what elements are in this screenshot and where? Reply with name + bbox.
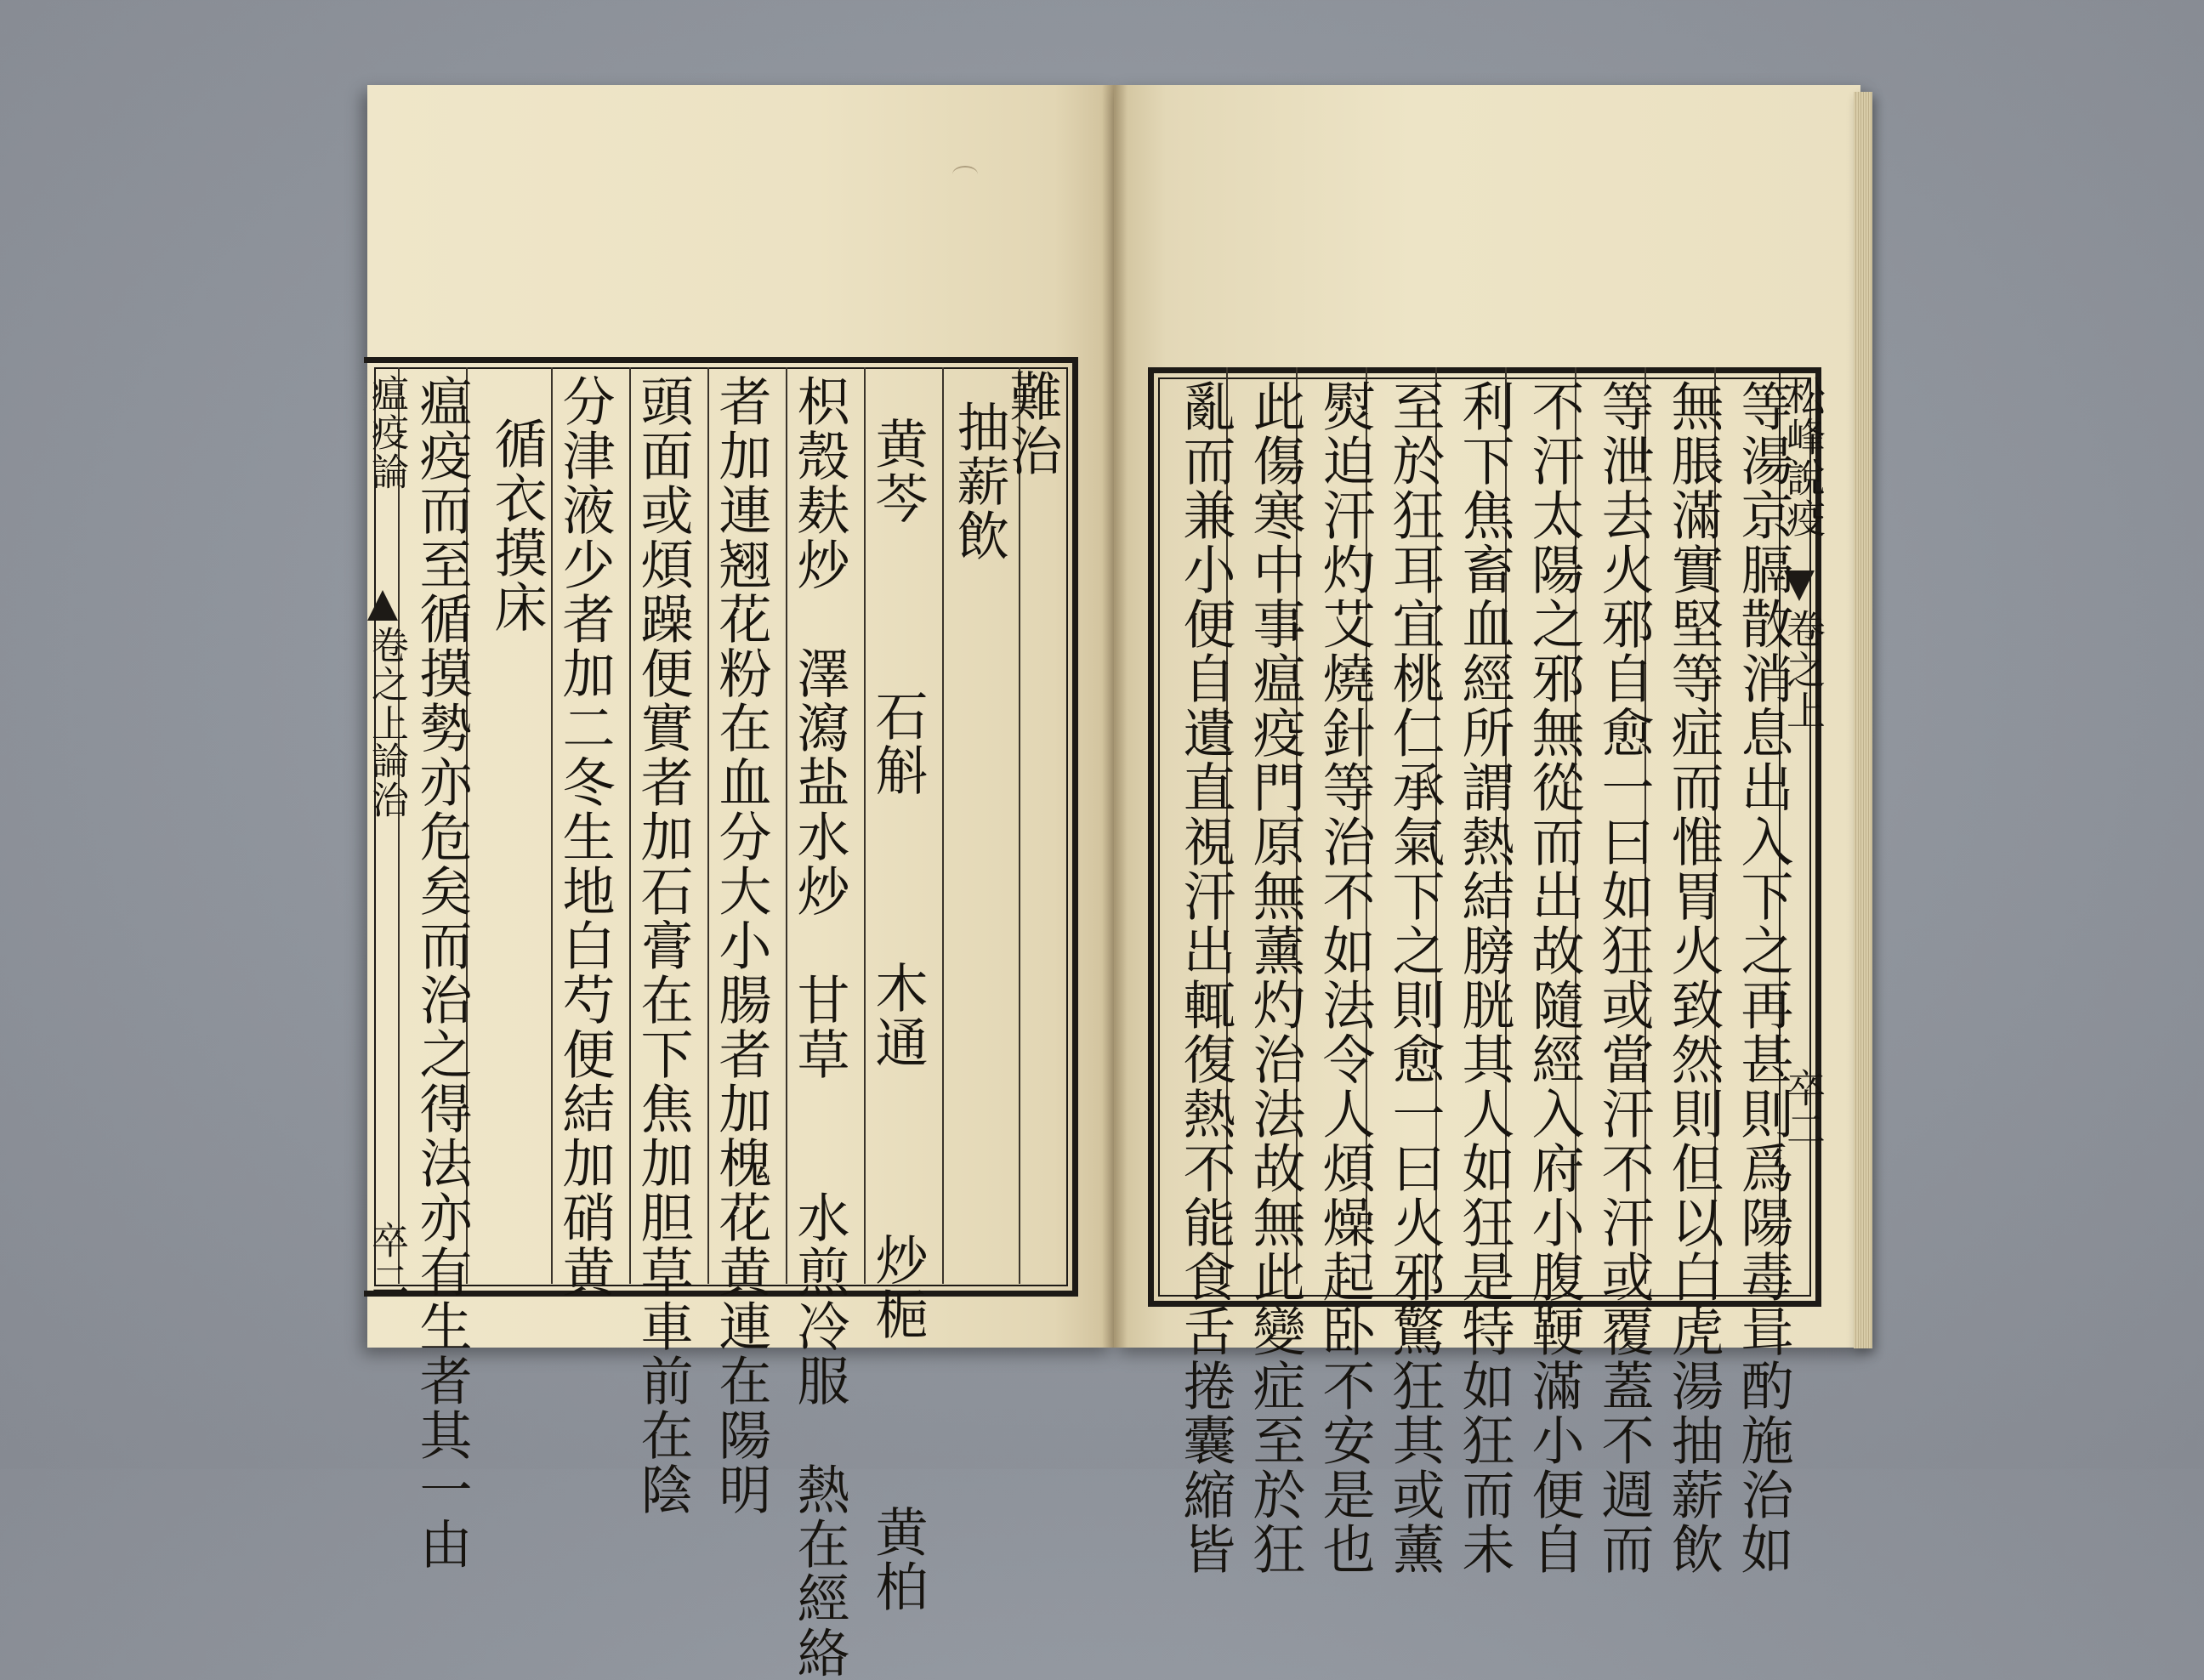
- page-edges: [1854, 92, 1872, 1348]
- text-column: 分津液少者加二冬生地白芍便結加硝黄: [554, 374, 616, 1299]
- paper-crease: [952, 166, 978, 183]
- left-margin-column: [365, 371, 408, 1299]
- text-column: 黄芩 石斛 木通 炒梔 黄柏: [866, 417, 929, 1614]
- margin-volume: 卷之上: [365, 626, 408, 743]
- text-column: 循衣摸床: [486, 417, 548, 634]
- text-column: 至於狂耳宜桃仁承氣下之則愈一曰火邪驚狂其或薰: [1383, 379, 1446, 1576]
- text-column: 利下焦畜血經所謂熱結膀胱其人如狂是特如狂而未: [1453, 379, 1515, 1576]
- text-column: 等泄去火邪自愈一曰如狂或當汗不汗或覆蓋不週而: [1593, 379, 1655, 1576]
- text-column: 等湯京膈散消息出入下之再甚則爲陽毒咠酌施治如: [1732, 379, 1794, 1576]
- margin-page-number: 卒二: [1781, 1068, 1826, 1149]
- margin-volume: 卷之上: [1781, 609, 1826, 731]
- margin-title: 松峰說疫: [1781, 376, 1826, 539]
- margin-section: 論治: [365, 741, 408, 820]
- text-column: 無脹滿實堅等症而惟胃火致然則但以白虎湯抽薪飲: [1662, 379, 1724, 1576]
- text-column: 熨迫汗灼艾燒針等治不如法令人煩燥起卧不安是也: [1314, 379, 1376, 1576]
- book-gutter: [1102, 85, 1128, 1348]
- margin-page-number: 卒二: [365, 1221, 408, 1299]
- text-column: 不汗太陽之邪無從而出故隨經入府小腹鞕滿小便自: [1523, 379, 1585, 1576]
- fish-tail-mark: [367, 590, 398, 621]
- text-column: 瘟疫而至循摸勢亦危矣而治之得法亦有生者其一由: [411, 374, 473, 1571]
- text-column: 難治: [1001, 369, 1063, 478]
- text-column: 枳殼麸炒 澤瀉盐水炒 甘草 水煎冷服 熱在經絡: [788, 374, 850, 1680]
- text-column: 者加連翘花粉在血分大小腸者加槐花黄連在陽明: [710, 374, 772, 1517]
- margin-title: 瘟疫論: [365, 374, 408, 491]
- text-column: 此傷寒中事瘟疫門原無薰灼治法故無此變症至於狂: [1244, 379, 1306, 1576]
- text-column: 頭面或煩躁便實者加石膏在下焦加胆草車前在陰: [632, 374, 694, 1517]
- text-column: 亂而兼小便自遺直視汗出輒復熱不能食舌捲囊縮皆: [1174, 379, 1236, 1576]
- text-column: 抽薪飲: [948, 400, 1010, 563]
